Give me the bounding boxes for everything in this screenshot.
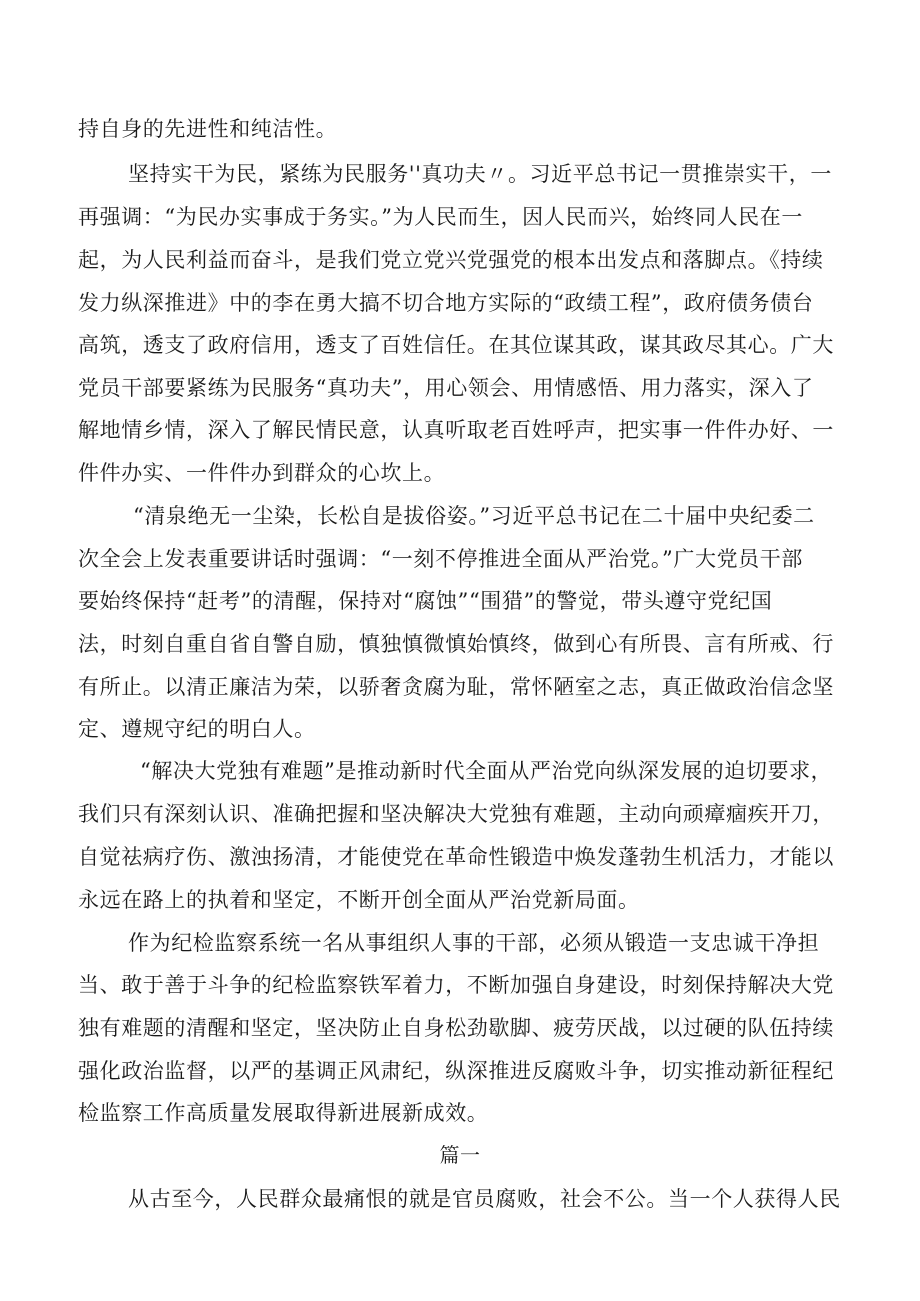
paragraph-first-line: 从古至今，人民群众最痛恨的就是官员腐败，社会不公。当一个人获得人民 [128,1187,841,1211]
text-line: 定、遵规守纪的明白人。 [78,717,316,741]
paragraph-first-line: “清泉绝无一尘染，长松自是拔俗姿。”习近平总书记在二十届中央纪委二 [133,504,815,528]
text-line: 法，时刻自重自省自警自励，慎独慎微慎始慎终，做到心有所畏、言有所戒、行 [78,632,834,656]
text-line: 永远在路上的执着和坚定，不断开创全面从严治党新局面。 [78,888,640,912]
text-line: 再强调：“为民办实事成于务实。”为人民而生，因人民而兴，始终同人民在一 [78,205,803,229]
text-line: 检监察工作高质量发展取得新进展新成效。 [78,1101,489,1125]
text-line: 有所止。以清正廉洁为荣，以骄奢贪腐为耻，常怀陋室之志，真正做政治信念坚 [78,675,834,699]
text-line: 次全会上发表重要讲话时强调：“一刻不停推进全面从严治党。”广大党员干部 [78,547,803,571]
paragraph-first-line: 作为纪检监察系统一名从事组织人事的干部，必须从锻造一支忠诚干净担 [128,931,820,955]
text-line: 我们只有深刻认识、准确把握和坚决解决大党独有难题，主动向顽瘴痼疾开刀， [78,802,834,826]
text-line: 件件办实、一件件办到群众的心坎上。 [78,461,446,485]
text-line: 高筑，透支了政府信用，透支了百姓信任。在其位谋其政，谋其政尽其心。广大 [78,333,834,357]
text-line: 强化政治监督，以严的基调正风肃纪，纵深推进反腐败斗争，切实推动新征程纪 [78,1059,834,1083]
text-line: 起，为人民利益而奋斗，是我们党立党兴党强党的根本出发点和落脚点。《持续 [78,248,824,272]
text-line: 要始终保持“赶考”的清醒，保持对“腐蚀”“围猎”的警觉，带头遵守党纪国 [78,589,773,613]
text-line: 党员干部要紧练为民服务“真功夫”，用心领会、用情感悟、用力落实，深入了 [78,376,814,400]
paragraph-first-line: 坚持实干为民，紧练为民服务''真功夫〃。习近平总书记一贯推崇实干，一 [128,162,832,186]
section-heading: 篇一 [439,1143,481,1167]
text-line: 解地情乡情，深入了解民情民意，认真听取老百姓呼声，把实事一件件办好、一 [78,418,834,442]
text-line: 当、敢于善于斗争的纪检监察铁军着力，不断加强自身建设，时刻保持解决大党 [78,973,834,997]
paragraph-first-line: “解决大党独有难题”是推动新时代全面从严治党向纵深发展的迫切要求， [140,759,833,783]
text-line: 自觉祛病疗伤、激浊扬清，才能使党在革命性锻造中焕发蓬勃生机活力，才能以 [78,845,834,869]
text-line: 发力纵深推进》中的李在勇大搞不切合地方实际的“政绩工程”，政府债务债台 [78,291,814,315]
text-line: 持自身的先进性和纯洁性。 [78,117,338,141]
text-line: 独有难题的清醒和坚定，坚决防止自身松劲歇脚、疲劳厌战，以过硬的队伍持续 [78,1016,834,1040]
